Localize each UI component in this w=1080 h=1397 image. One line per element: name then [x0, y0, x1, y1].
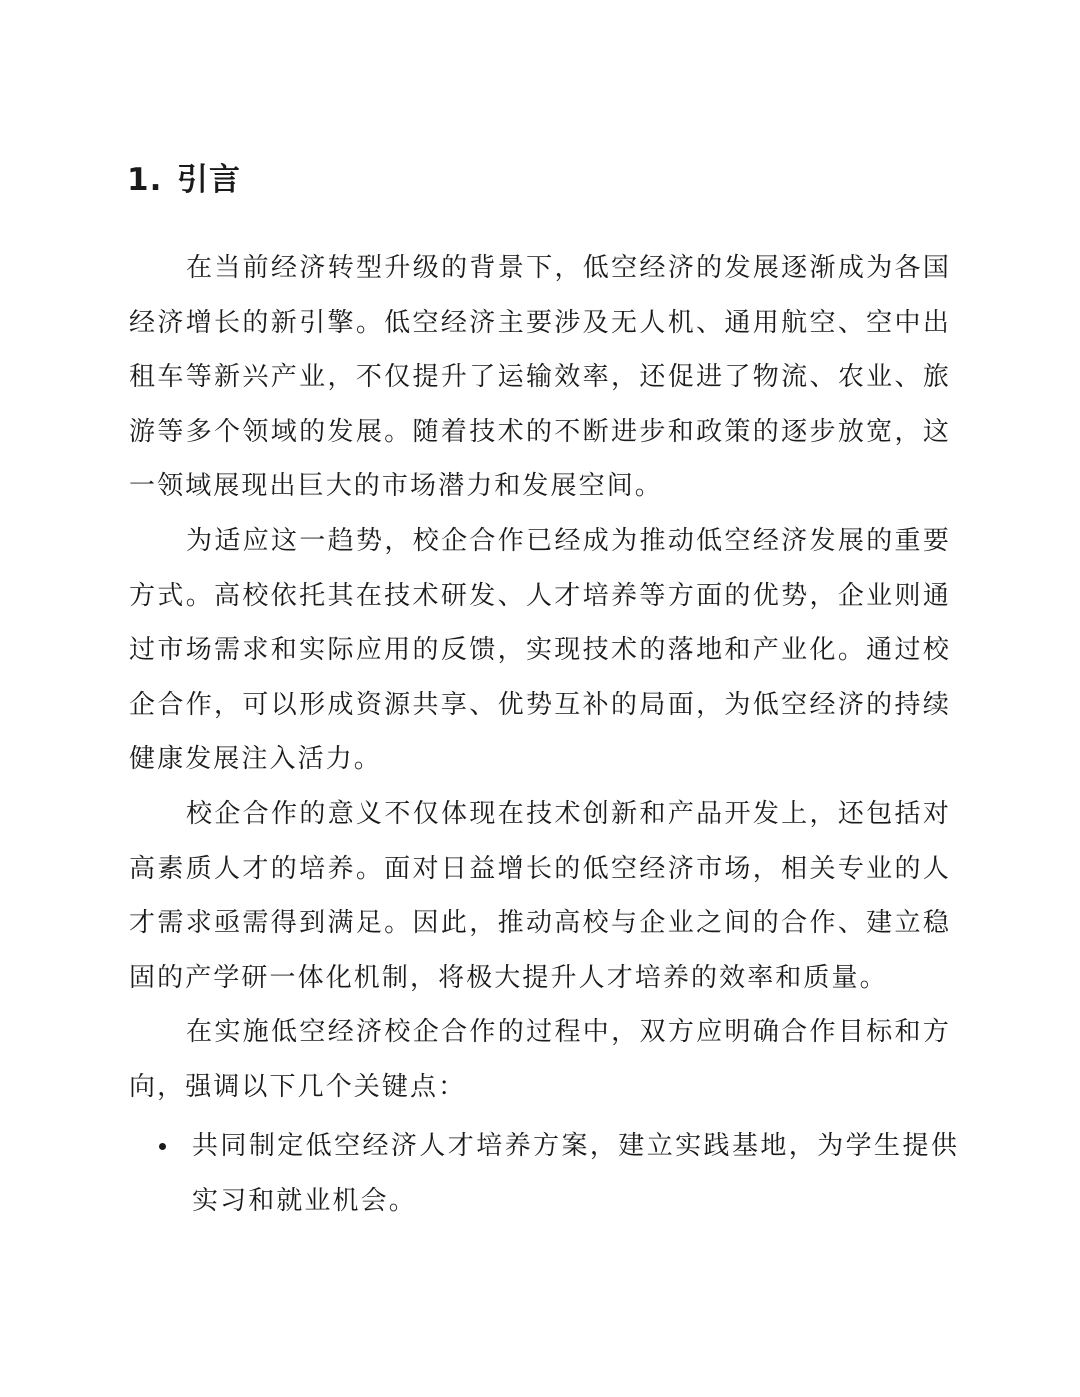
- paragraph-3: 校企合作的意义不仅体现在技术创新和产品开发上，还包括对高素质人才的培养。面对日益增长的低空经济市场，相关专业的人才需求亟需得到满足。因此，推动高校与企业之间的合作、建立稳固的产学研一体化机制，将极大提升人才培养的效率和质量。: [129, 798, 951, 993]
- section-number: 1.: [127, 162, 163, 198]
- paragraph-2: 为适应这一趋势，校企合作已经成为推动低空经济发展的重要方式。高校依托其在技术研发、人才培养等方面的优势，企业则通过市场需求和实际应用的反馈，实现技术的落地和产业化。通过校企合作，可以形成资源共享、优势互补的局面，为低空经济的持续健康发展注入活力。: [129, 525, 951, 775]
- bullet-dot-icon: [159, 1143, 166, 1150]
- list-item-text: 共同制定低空经济人才培养方案，建立实践基地，为学生提供实习和就业机会。: [192, 1131, 959, 1216]
- section-heading: [127, 158, 241, 202]
- list-item: [129, 1119, 959, 1228]
- bullet-list: [129, 1119, 959, 1228]
- section-title: 引言: [177, 162, 241, 198]
- paragraph-4: 在实施低空经济校企合作的过程中，双方应明确合作目标和方向，强调以下几个关键点：: [129, 1017, 951, 1102]
- body-text: [129, 241, 951, 1115]
- paragraph-1: 在当前经济转型升级的背景下，低空经济的发展逐渐成为各国经济增长的新引擎。低空经济主要涉及无人机、通用航空、空中出租车等新兴产业，不仅提升了运输效率，还促进了物流、农业、旅游等多个领域的发展。随着技术的不断进步和政策的逐步放宽，这一领域展现出巨大的市场潜力和发展空间。: [129, 253, 951, 502]
